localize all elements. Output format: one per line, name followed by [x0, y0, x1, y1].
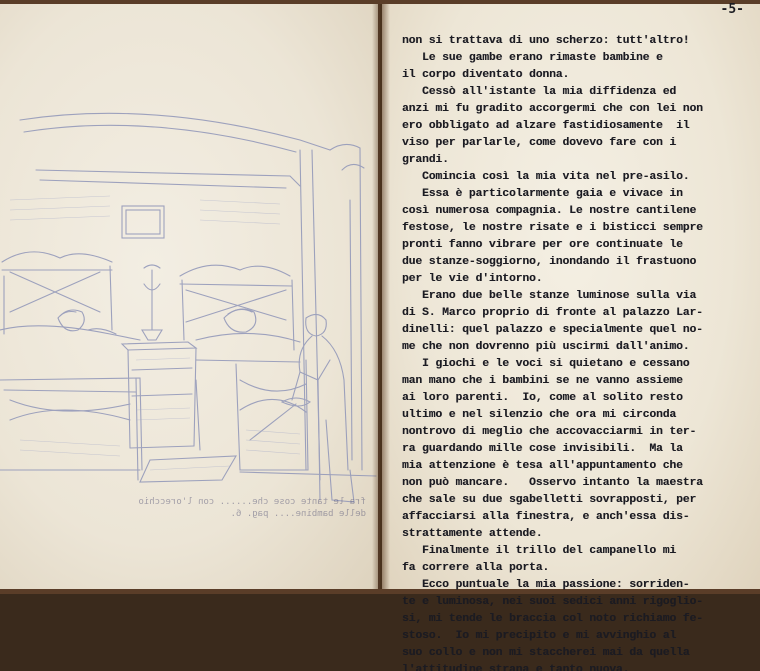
text-line: non si trattava di uno scherzo: tutt'altro!: [402, 35, 690, 47]
text-line: così numerosa compagnia. Le nostre cantilene: [402, 205, 697, 217]
bleed-through-text: [86, 496, 366, 520]
bleed-line: delle bambine.... pag. 6.: [230, 509, 366, 519]
text-line: mia attenzione è tesa all'appuntamento che: [402, 460, 683, 472]
text-line: si, mi tende le braccia col noto richiamo fe-: [402, 613, 703, 625]
left-page: [0, 0, 378, 594]
text-line: ai loro parenti. Io, come al solito resto: [402, 392, 683, 404]
text-line: festose, le nostre risate e i bisticci sempre: [402, 222, 703, 234]
text-line: suo collo e non mi staccherei mai da quella: [402, 647, 690, 659]
text-line: il corpo diventato donna.: [402, 69, 570, 81]
typewritten-text: [402, 33, 752, 671]
text-line: ultimo e nel silenzio che ora mi circonda: [402, 409, 677, 421]
text-line: Finalmente il trillo del campanello mi: [402, 545, 677, 557]
text-line-cut: l'attitudine strana e tanto nuova.: [402, 664, 630, 671]
text-line: viso per parlarle, come dovevo fare con i: [402, 137, 677, 149]
book-gutter: [372, 0, 390, 594]
text-line: fa correre alla porta.: [402, 562, 550, 574]
text-line: Ecco puntuale la mia passione: sorriden-: [402, 579, 690, 591]
text-line: grandi.: [402, 154, 449, 166]
text-line: me che non dovrenno più uscirmi dall'animo.: [402, 341, 690, 353]
text-line: Erano due belle stanze luminose sulla via: [402, 290, 697, 302]
text-line: anzi mi fu gradito accorgermi che con lei non: [402, 103, 703, 115]
text-line: man mano che i bambini se ne vanno assieme: [402, 375, 683, 387]
text-line: I giochi e le voci si quietano e cessano: [402, 358, 690, 370]
text-line: affacciarsi alla finestra, e anch'essa dis-: [402, 511, 690, 523]
text-line: dinelli: quel palazzo e specialmente quel no-: [402, 324, 703, 336]
text-line: Le sue gambe erano rimaste bambine e: [402, 52, 663, 64]
text-line: nontrovo di meglio che accovacciarmi in ter-: [402, 426, 697, 438]
text-line: non può mancare. Osservo intanto la maestra: [402, 477, 703, 489]
page-number: -5-: [720, 2, 744, 17]
text-line: di S. Marco proprio di fronte al palazzo Lar-: [402, 307, 703, 319]
text-line: strattamente attende.: [402, 528, 543, 540]
bleed-line: fra le tante cose che...... con l'orecchio: [138, 497, 366, 507]
text-line: ero obbligato ad alzare fastidiosamente il: [402, 120, 690, 132]
text-line: te e luminosa, nei suoi sedici anni rigoglio-: [402, 596, 703, 608]
text-line: Essa è particolarmente gaia e vivace in: [402, 188, 683, 200]
text-line: che sale su due sgabelletti sovrapposti, per: [402, 494, 697, 506]
text-line: ra guardando mille cose invisibili. Ma la: [402, 443, 683, 455]
top-edge: [0, 0, 760, 4]
text-line: Comincia così la mia vita nel pre-asilo.: [402, 171, 690, 183]
text-line: stoso. Io mi precipito e mi avvinghio al: [402, 630, 677, 642]
text-line: pronti fanno vibrare per ore continuate le: [402, 239, 683, 251]
text-line: per le vie d'intorno.: [402, 273, 543, 285]
text-line: Cessò all'istante la mia diffidenza ed: [402, 86, 677, 98]
text-line: due stanze-soggiorno, inondando il frastuono: [402, 256, 697, 268]
